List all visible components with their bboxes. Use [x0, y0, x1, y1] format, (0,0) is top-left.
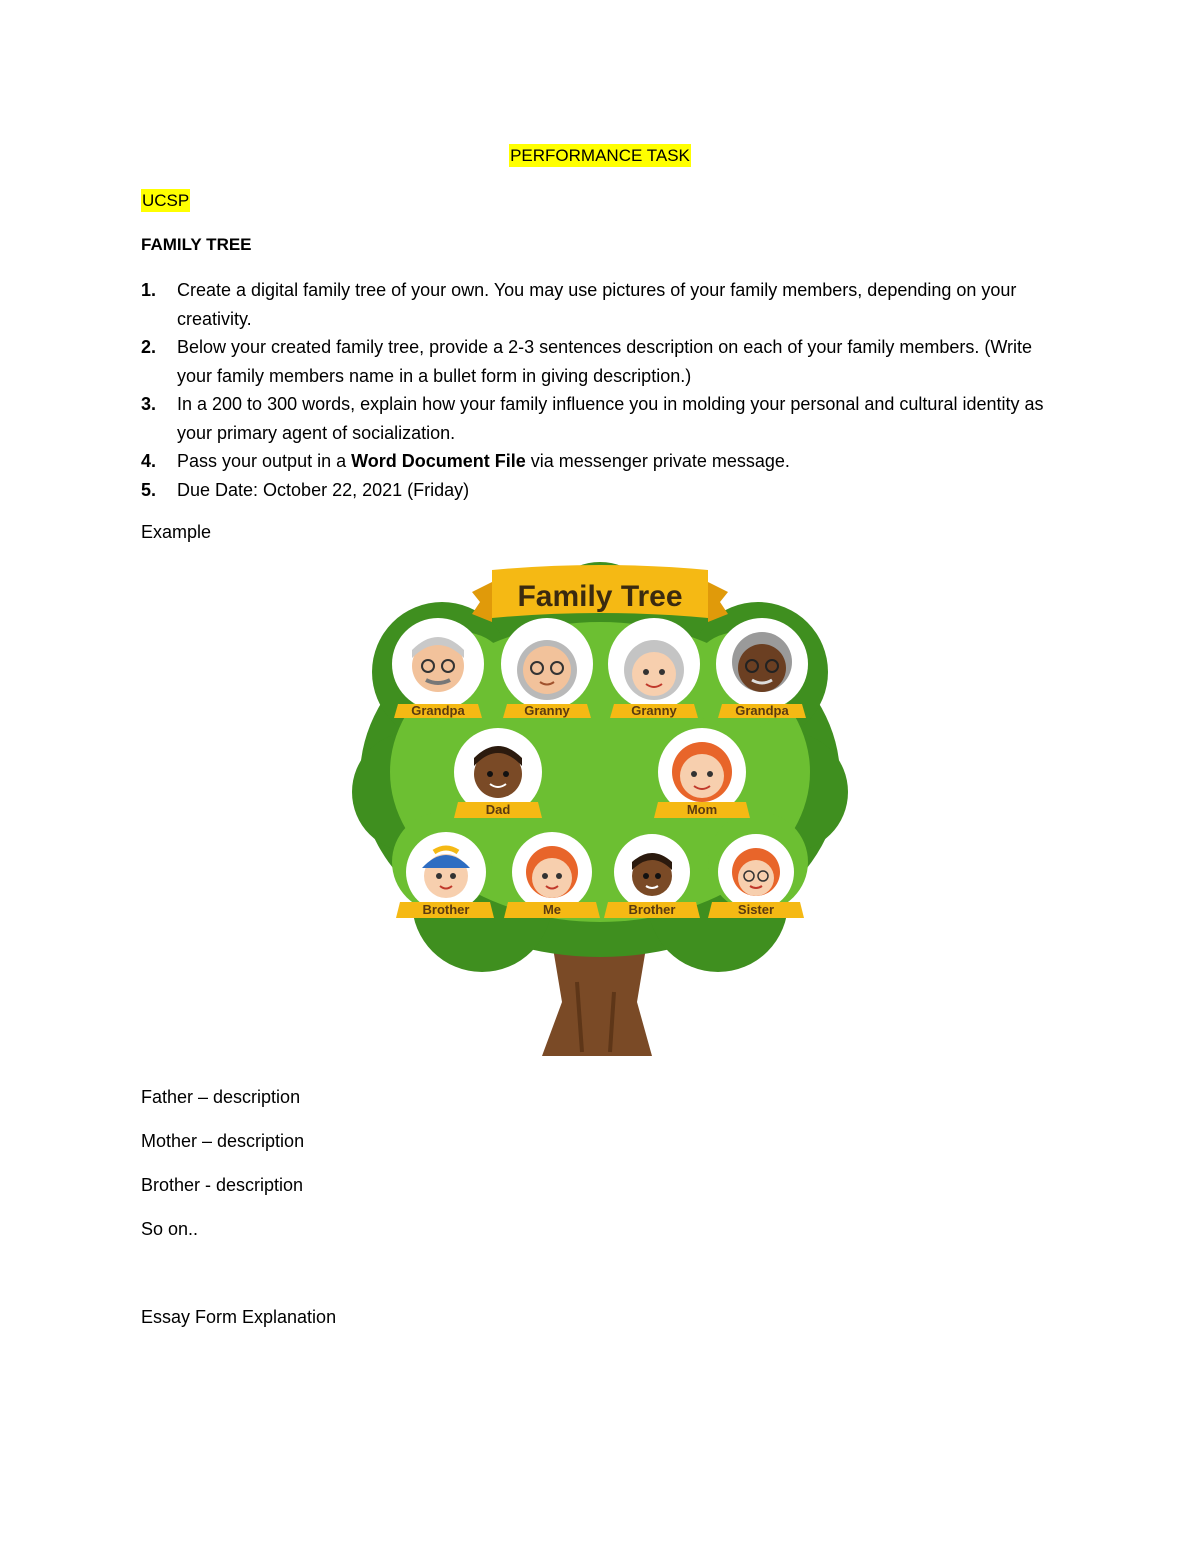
- essay-label: Essay Form Explanation: [141, 1307, 337, 1327]
- item-text-post: via messenger private message.: [525, 451, 790, 471]
- item-text: Due Date: October 22, 2021 (Friday): [177, 479, 470, 500]
- instruction-item: [141, 276, 1071, 333]
- member-label: Sister: [737, 902, 775, 917]
- instruction-item: [141, 390, 1071, 447]
- item-number: 3.: [141, 394, 157, 414]
- description-line: Father – description: [141, 1087, 301, 1107]
- member-dad: [454, 728, 542, 818]
- item-text: Create a digital family tree of your own. You may use pictures of your family members, depending on your creativity.: [177, 280, 1017, 329]
- tree-trunk: [542, 942, 652, 1056]
- item-number: 1.: [141, 280, 157, 300]
- tree-banner-title: Family Tree: [517, 580, 683, 613]
- family-tree-illustration: [352, 562, 848, 1058]
- item-text-pre: Pass your output in a: [177, 451, 352, 471]
- item-text: Below your created family tree, provide a 2-3 sentences description on each of your family members. (Write your family members name in a bullet form in giving description.): [177, 337, 1033, 386]
- item-number: 4.: [141, 451, 157, 471]
- subject-highlight: UCSP: [142, 191, 190, 210]
- member-label: Granny: [524, 703, 570, 718]
- instruction-item: [141, 447, 1071, 476]
- item-number: 2.: [141, 337, 157, 357]
- member-label: Grandpa: [735, 703, 789, 718]
- instruction-item: [141, 333, 1071, 390]
- item-text-bold: Word Document File: [351, 451, 526, 471]
- description-line: Brother - description: [141, 1175, 304, 1195]
- item-number: 5.: [141, 479, 157, 500]
- example-label: Example: [141, 522, 212, 542]
- member-label: Grandpa: [411, 703, 465, 718]
- member-label: Brother: [628, 902, 676, 917]
- instruction-list: [141, 276, 1071, 504]
- member-label: Granny: [631, 703, 677, 718]
- page-title: [0, 144, 1200, 168]
- description-line: So on..: [141, 1219, 199, 1239]
- title-highlight: PERFORMANCE TASK: [510, 146, 690, 165]
- section-heading: FAMILY TREE: [141, 235, 252, 254]
- member-label: Mom: [686, 802, 718, 817]
- member-label: Brother: [422, 902, 470, 917]
- instruction-item: [141, 476, 1071, 505]
- description-line: Mother – description: [141, 1131, 305, 1151]
- member-label: Me: [542, 902, 562, 917]
- member-label: Dad: [485, 802, 511, 817]
- subject-label: [141, 189, 190, 213]
- item-text: In a 200 to 300 words, explain how your family influence you in molding your personal and cultural identity as your primary agent of socialization.: [177, 394, 1044, 443]
